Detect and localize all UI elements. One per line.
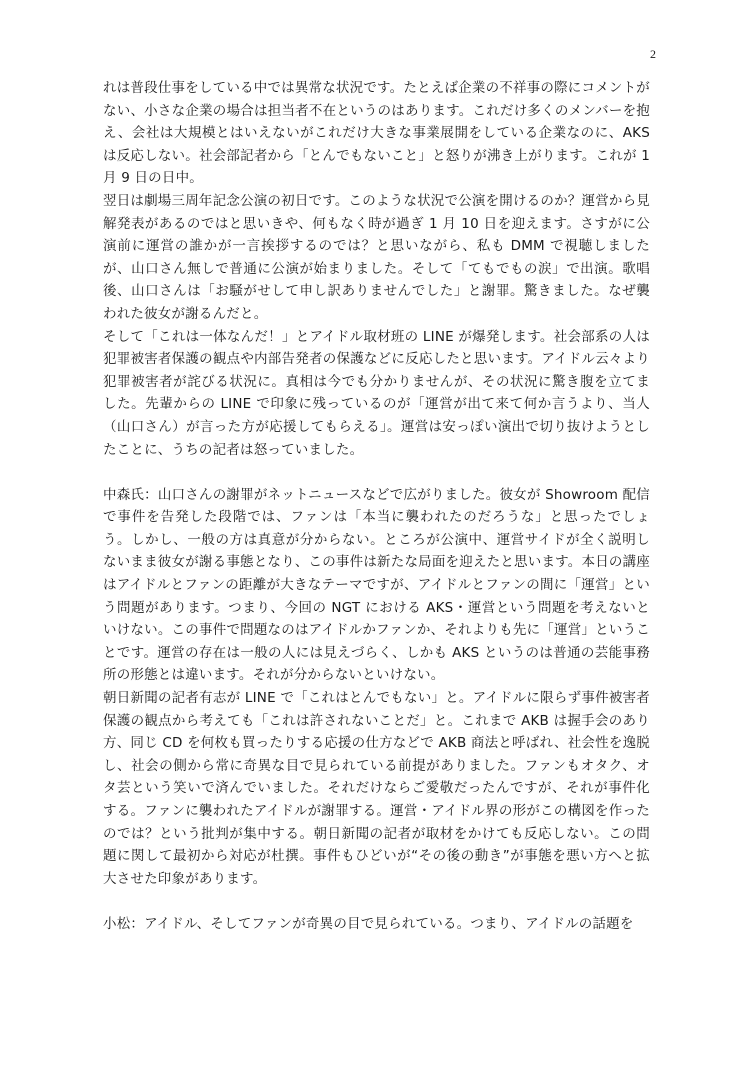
paragraph-gap [103,890,650,913]
page-number: 2 [650,47,656,61]
paragraph-aks-reaction: れは普段仕事をしている中では異常な状況です。たとえば企業の不祥事の際にコメントがない、小さな企業の場合は担当者不在というのはあります。これだけ多くのメンバーを抱え、会社は大規模とはいえないがこれだけ大きな事業展開をしている企業なのに、AKS は反応しない。社会部記者から「とんでもないこと」と怒りが沸き上がります。これが 1 月 9 日の日中。 [103,80,650,187]
paragraph-gap [103,461,650,484]
paragraph-komatsu-remarks: 小松：アイドル、そしてファンが奇異の目で見られている。つまり、アイドルの話題を [103,915,634,932]
paragraph-asahi-reporters: 朝日新聞の記者有志が LINE で「これはとんでもない」と。アイドルに限らず事件被害者保護の観点から考えても「これは許されないことだ」と。これまで AKB は握手会のあり方、同じ CD を何枚も買ったりする応援の仕方などで AKB 商法と呼ばれ、社会性を逸脱し、社会の側から常に奇異な目で見られている前提がありました。ファンもオタク、オタ芸という笑いで済んでいました。それだけならご愛敬だったんですが、それが事件化する。ファンに襲われたアイドルが謝罪する。運営・アイドル界の形がこの構図を作ったのでは？という批判が集中する。朝日新聞の記者が取材をかけても反応しない。この問題に関して最初から対応が杜撰。事件もひどいが“その後の動き”が事態を悪い方へと拡大させた印象があります。 [103,690,650,887]
document-body [103,77,650,936]
paragraph-line-reaction: そして「これは一体なんだ！」とアイドル取材班の LINE が爆発します。社会部系の人は犯罪被害者保護の観点や内部告発者の保護などに反応したと思います。アイドル云々より犯罪被害者が詫びる状況に。真相は今でも分かりませんが、その状況に驚き腹を立てました。先輩からの LINE で印象に残っているのが「運営が出て来て何か言うより、当人（山口さん）が言った方が応援してもらえる」。運営は安っぽい演出で切り抜けようとしたことに、うちの記者は怒っていました。 [103,328,650,458]
paragraph-nakamori-remarks: 中森氏：山口さんの謝罪がネットニュースなどで広がりました。彼女が Showroom 配信で事件を告発した段階では、ファンは「本当に襲われたのだろうな」と思ったでしょう。しかし、一般の方は真意が分からない。ところが公演中、運営サイドが全く説明しないまま彼女が謝る事態となり、この事件は新たな局面を迎えたと思います。本日の講座はアイドルとファンの距離が大きなテーマですが、アイドルとファンの間に「運営」という問題があります。つまり、今回の NGT における AKS・運営という問題を考えないといけない。この事件で問題なのはアイドルかファンか、それよりも先に「運営」ということです。運営の存在は一般の人には見えづらく、しかも AKS というのは普通の芸能事務所の形態とは違います。それが分からないといけない。 [103,486,650,684]
paragraph-anniversary-performance: 翌日は劇場三周年記念公演の初日です。このような状況で公演を開けるのか？運営から見解発表があるのではと思いきや、何もなく時が過ぎ 1 月 10 日を迎えます。さすがに公演前に運営の誰かが一言挨拶するのでは？と思いながら、私も DMM で視聴しましたが、山口さん無しで普通に公演が始まりました。そして「てもでもの涙」で出演。歌唱後、山口さんは「お騒がせして申し訳ありませんでした」と謝罪。驚きました。なぜ襲われた彼女が謝るんだと。 [103,192,650,322]
